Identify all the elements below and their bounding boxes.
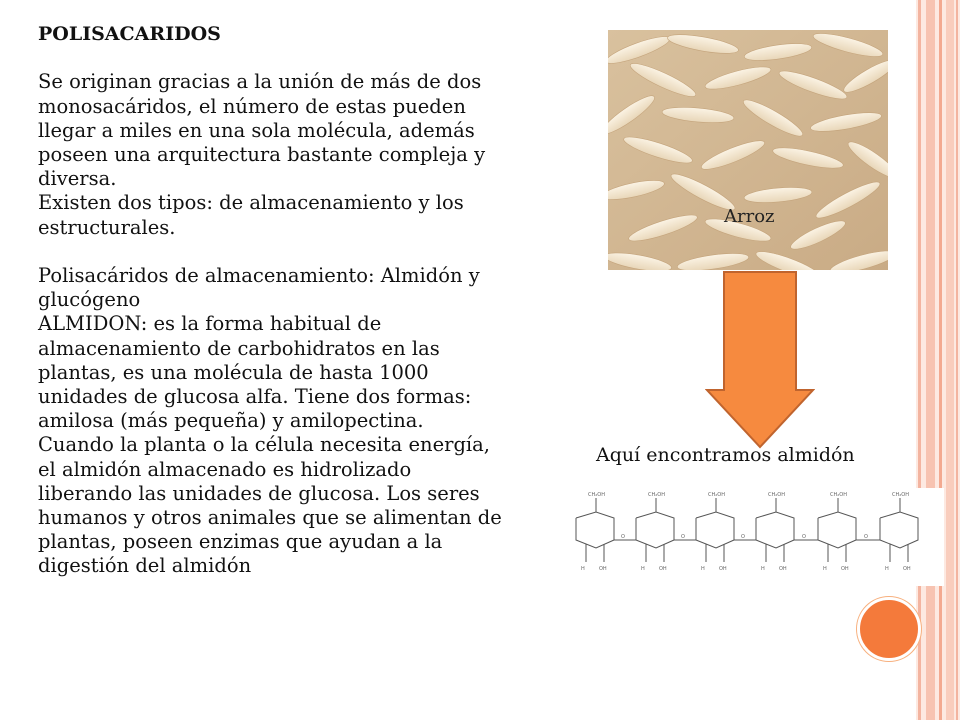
svg-text:O: O <box>741 534 745 540</box>
svg-text:OH: OH <box>719 566 727 572</box>
svg-text:CH₂OH: CH₂OH <box>588 492 605 498</box>
down-arrow-icon <box>705 270 815 450</box>
svg-text:H: H <box>641 566 645 572</box>
svg-text:CH₂OH: CH₂OH <box>768 492 785 498</box>
svg-text:OH: OH <box>841 566 849 572</box>
decorative-side-stripes <box>916 0 960 720</box>
svg-text:CH₂OH: CH₂OH <box>708 492 725 498</box>
svg-text:H: H <box>701 566 705 572</box>
svg-text:OH: OH <box>659 566 667 572</box>
svg-text:O: O <box>802 534 806 540</box>
starch-caption: Aquí encontramos almidón <box>596 444 855 466</box>
svg-text:OH: OH <box>903 566 911 572</box>
intro-paragraph: Se originan gracias a la unión de más de dos monosacáridos, el número de estas pueden llegar a miles en una sola molécula, además poseen una arquitectura bastante compleja y diversa. Existen dos tipos: de almacenamiento y los estructurales. <box>38 70 486 239</box>
svg-text:OH: OH <box>599 566 607 572</box>
main-text-block <box>38 22 568 579</box>
svg-text:O: O <box>681 534 685 540</box>
starch-paragraph: Polisacáridos de almacenamiento: Almidón y glucógeno ALMIDON: es la forma habitual de almacenamiento de carbohidratos en las plantas, es una molécula de hasta 1000 unidades de glucosa alfa. Tiene dos formas: amilosa (más pequeña) y amilopectina. Cuando la planta o la célula necesita energía, el almidón almacenado es hidrolizado liberando las unidades de glucosa. Los seres humanos y otros animales que se alimentan de plantas, poseen enzimas que ayudan a la digestión del almidón <box>38 264 502 578</box>
svg-text:O: O <box>864 534 868 540</box>
rice-label: Arroz <box>724 206 775 227</box>
rice-image <box>608 30 888 270</box>
svg-text:H: H <box>761 566 765 572</box>
svg-text:O: O <box>621 534 625 540</box>
svg-text:H: H <box>885 566 889 572</box>
svg-text:H: H <box>581 566 585 572</box>
svg-text:CH₂OH: CH₂OH <box>830 492 847 498</box>
svg-text:CH₂OH: CH₂OH <box>648 492 665 498</box>
svg-text:OH: OH <box>779 566 787 572</box>
svg-text:H: H <box>823 566 827 572</box>
slide-title: POLISACARIDOS <box>38 23 221 45</box>
svg-text:CH₂OH: CH₂OH <box>892 492 909 498</box>
starch-molecule-diagram <box>556 488 944 586</box>
decorative-orange-circle <box>857 597 921 661</box>
